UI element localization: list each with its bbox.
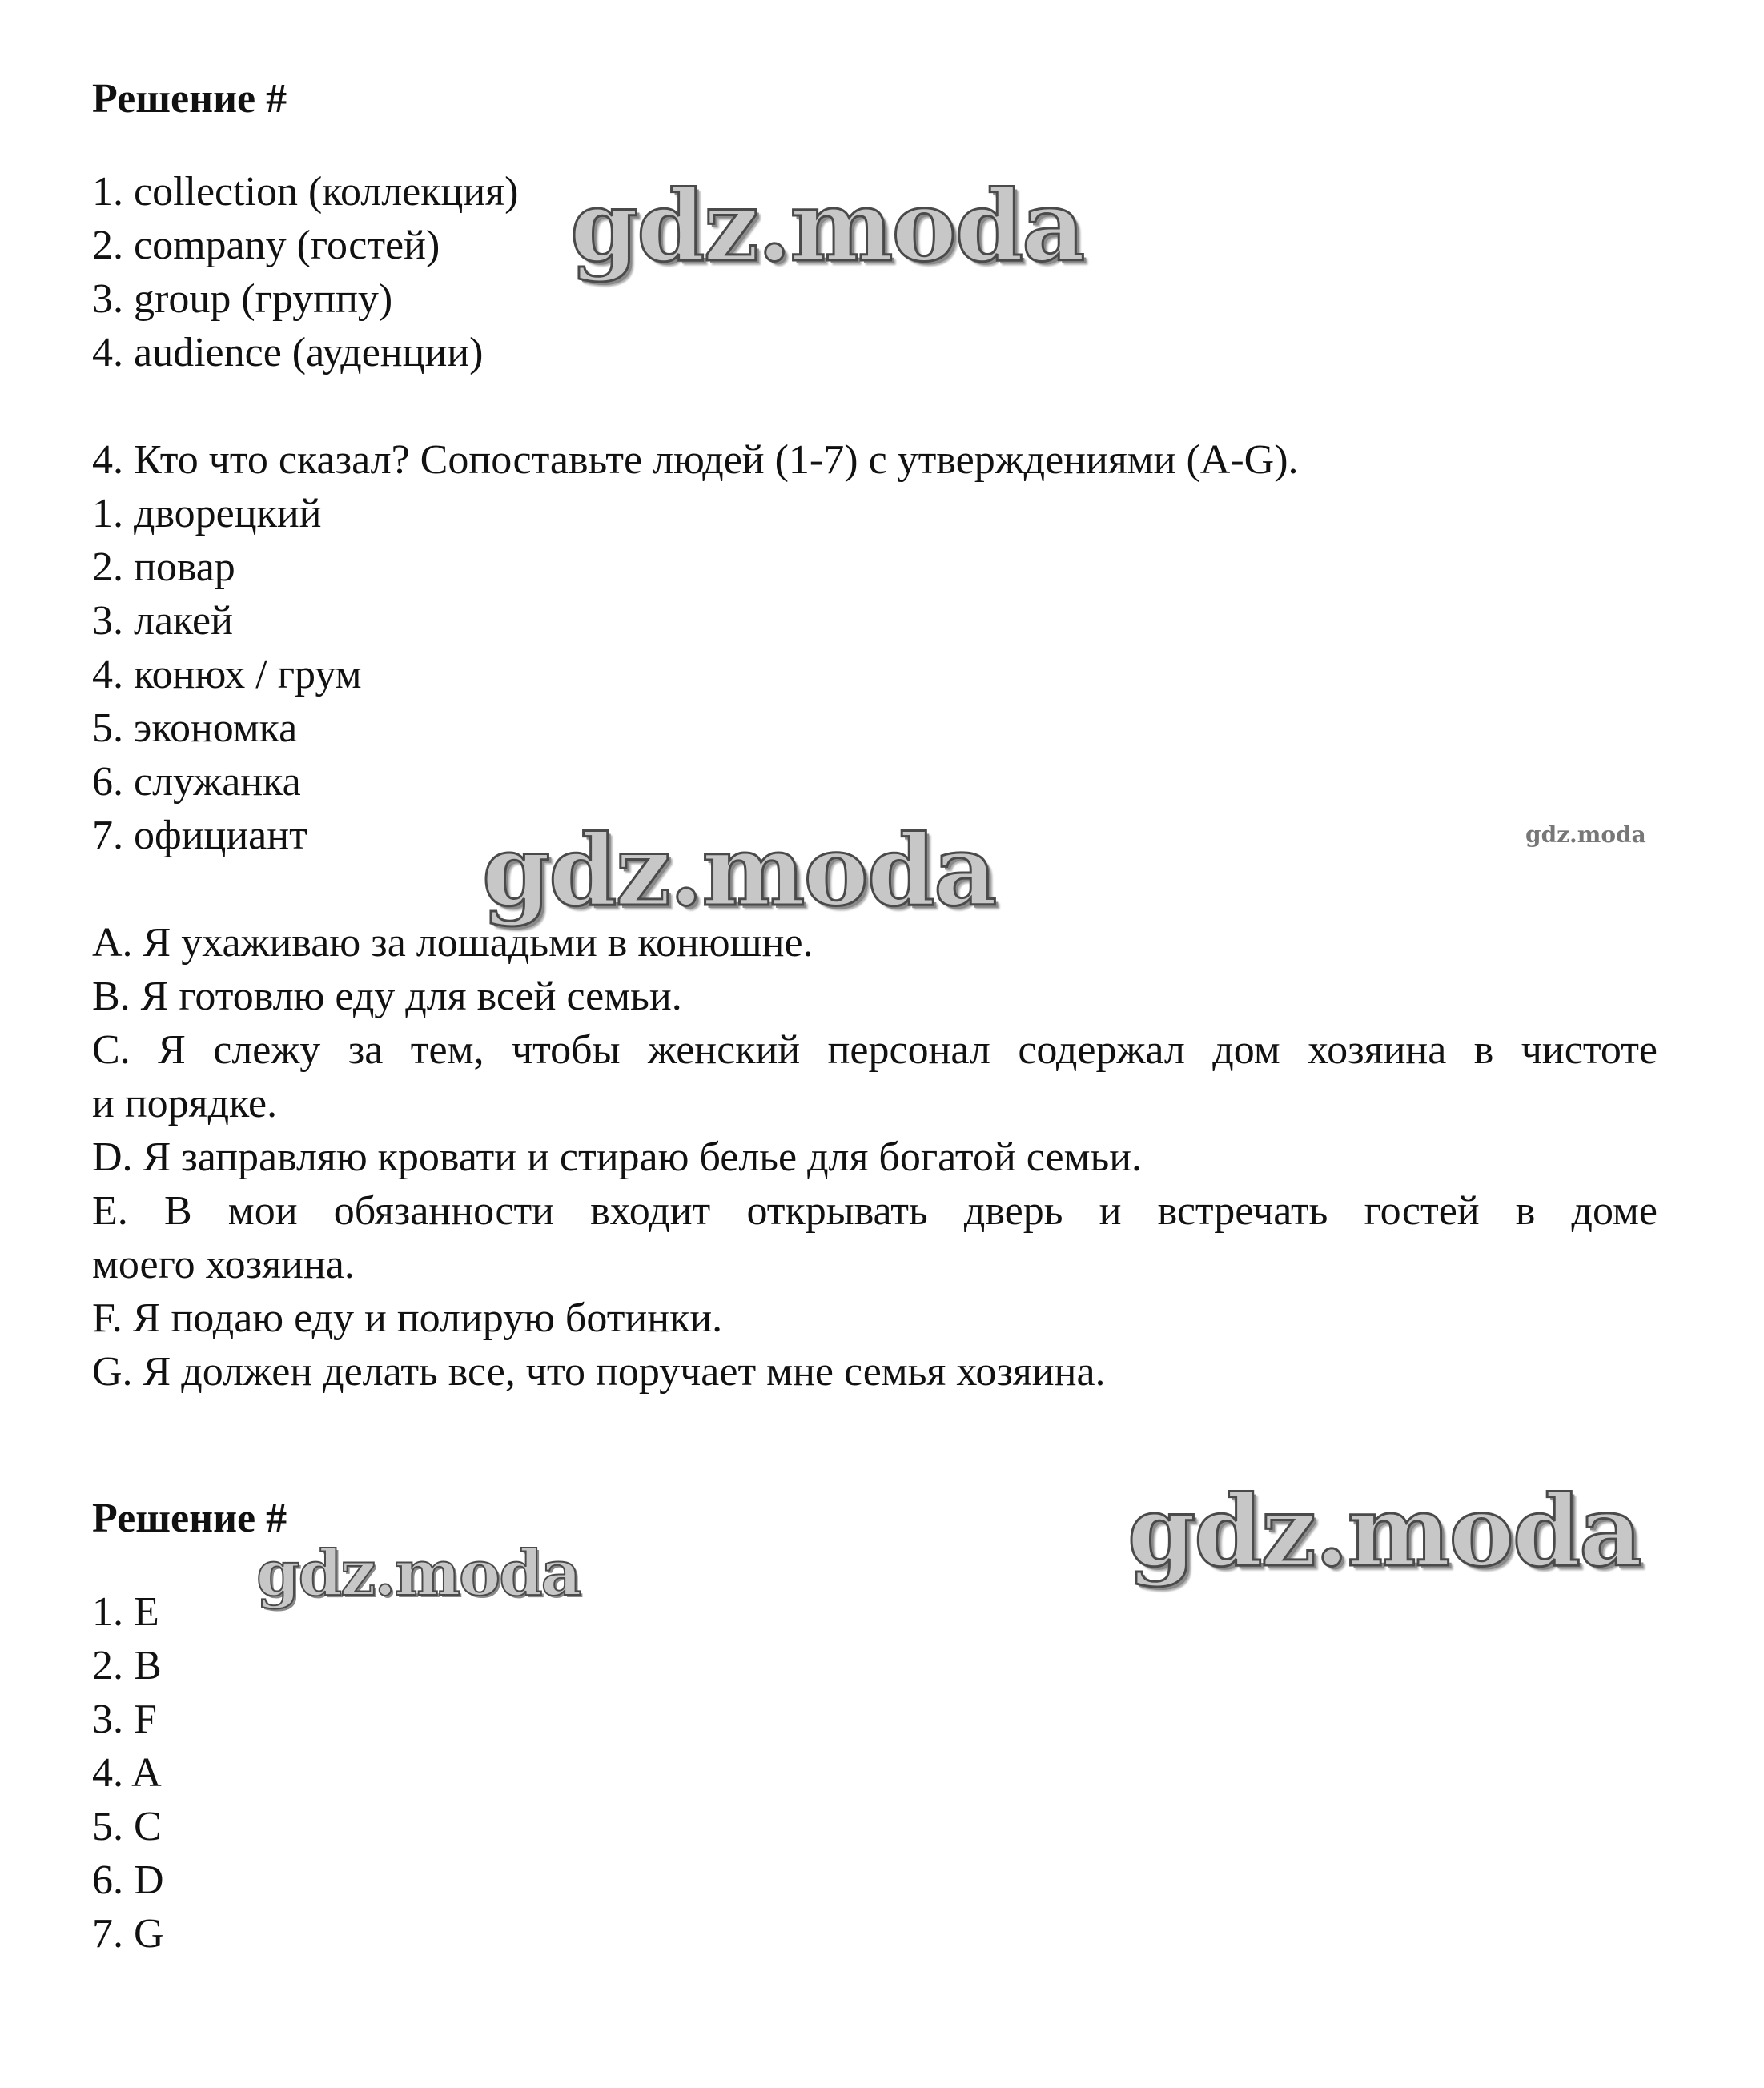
answer-line-4: 4. audience (ауденции) [92,330,484,375]
solution-answer-3: 3. F [92,1696,157,1742]
solution-answer-2: 2. B [92,1643,162,1688]
statement-c-line-2: и порядке. [92,1081,278,1126]
solution-answer-1: 1. E [92,1589,159,1635]
answer-line-1: 1. collection (коллекция) [92,169,519,215]
watermark-logo: gdz.moda [1127,1473,1641,1588]
solution-answer-6: 6. D [92,1857,164,1903]
statement-g: G. Я должен делать все, что поручает мне семья хозяина. [92,1349,1106,1395]
watermark-small: gdz.moda [1525,821,1646,848]
watermark-logo: gdz.moda [256,1537,581,1610]
person-item-3: 3. лакей [92,598,233,644]
solution-answer-7: 7. G [92,1911,164,1957]
statement-e-line-1: E. В мои обязанности входит открывать дверь и встречать гостей в доме [92,1188,1658,1234]
answer-line-3: 3. group (группу) [92,276,393,322]
watermark-logo: gdz.moda [570,168,1084,283]
person-item-7: 7. официант [92,813,307,858]
person-item-6: 6. служанка [92,759,301,805]
statement-b: B. Я готовлю еду для всей семьи. [92,974,682,1019]
answer-line-2: 2. company (гостей) [92,223,440,268]
person-item-5: 5. экономка [92,705,298,751]
task-question: 4. Кто что сказал? Сопоставьте людей (1-7) с утверждениями (A-G). [92,437,1299,483]
person-item-2: 2. повар [92,544,235,590]
solution-answer-4: 4. A [92,1750,162,1796]
statement-f: F. Я подаю еду и полирую ботинки. [92,1295,723,1341]
statement-e-line-2: моего хозяина. [92,1242,355,1287]
person-item-4: 4. конюх / грум [92,652,362,697]
solution-heading-1: Решение # [92,76,287,122]
solution-heading-2: Решение # [92,1496,287,1541]
watermark-logo: gdz.moda [482,813,996,928]
statement-c-line-1: C. Я слежу за тем, чтобы женский персонал содержал дом хозяина в чистоте [92,1027,1658,1073]
solution-answer-5: 5. C [92,1804,162,1849]
statement-d: D. Я заправляю кровати и стираю белье для богатой семьи. [92,1134,1143,1180]
statement-a: A. Я ухаживаю за лошадьми в конюшне. [92,920,814,966]
person-item-1: 1. дворецкий [92,491,322,536]
